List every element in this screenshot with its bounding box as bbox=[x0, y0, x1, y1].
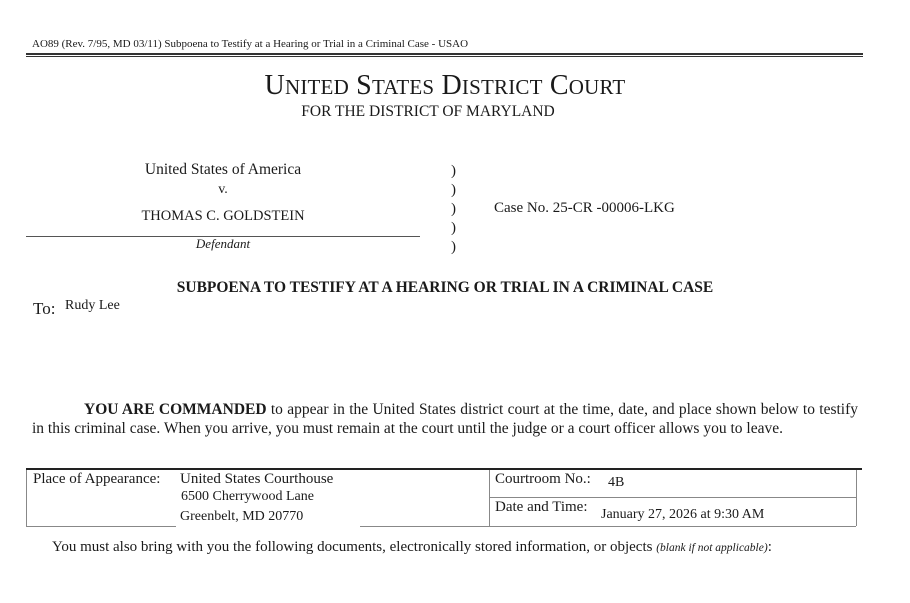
form-identifier: AO89 (Rev. 7/95, MD 03/11) Subpoena to Testify at a Hearing or Trial in a Criminal Case - USAO bbox=[32, 38, 469, 50]
caption-paren: ) bbox=[451, 182, 456, 198]
versus-label: v. bbox=[218, 182, 228, 197]
datetime-value: January 27, 2026 at 9:30 AM bbox=[601, 507, 765, 522]
documents-colon: : bbox=[767, 539, 772, 555]
place-line1: United States Courthouse bbox=[180, 471, 334, 487]
table-divider bbox=[489, 470, 490, 526]
defendant-name: THOMAS C. GOLDSTEIN bbox=[141, 208, 305, 224]
table-bottom-rule-right bbox=[360, 526, 856, 527]
title-word: OURT bbox=[568, 75, 626, 99]
title-word: TATES bbox=[371, 75, 435, 99]
caption-paren: ) bbox=[451, 163, 456, 179]
documents-instruction bbox=[52, 539, 772, 556]
defendant-label: Defendant bbox=[195, 236, 251, 251]
command-bold: YOU ARE COMMANDED bbox=[84, 401, 267, 418]
case-number-label: Case No. bbox=[494, 200, 549, 216]
title-word: NITED bbox=[284, 75, 349, 99]
title-initial: D bbox=[441, 70, 462, 101]
recipient-name: Rudy Lee bbox=[65, 298, 120, 313]
case-number-value: 25-CR -00006-LKG bbox=[552, 200, 675, 216]
title-initial: U bbox=[264, 70, 285, 101]
command-text: to appear in the United States district court at the time, date, and place shown below to testify in this criminal case. When you arrive, you must remain at the court until the judge or a court officer allows you to leave. bbox=[32, 401, 859, 437]
table-left-border bbox=[26, 470, 27, 526]
table-mid-rule bbox=[489, 497, 856, 498]
court-title bbox=[0, 70, 890, 102]
table-top-rule bbox=[26, 468, 862, 470]
datetime-label: Date and Time: bbox=[495, 499, 588, 515]
to-label: To: bbox=[33, 299, 56, 318]
plaintiff-name: United States of America bbox=[144, 161, 302, 178]
place-line2: 6500 Cherrywood Lane bbox=[181, 489, 314, 504]
documents-note: (blank if not applicable) bbox=[656, 542, 768, 554]
case-number bbox=[494, 200, 675, 217]
caption-paren: ) bbox=[451, 239, 456, 255]
subpoena-title: SUBPOENA TO TESTIFY AT A HEARING OR TRIAL IN A CRIMINAL CASE bbox=[176, 279, 714, 296]
caption-paren: ) bbox=[451, 201, 456, 217]
table-right-border bbox=[856, 470, 857, 526]
courtroom-label: Courtroom No.: bbox=[495, 471, 591, 487]
district-name: FOR THE DISTRICT OF MARYLAND bbox=[301, 103, 555, 120]
title-initial: S bbox=[356, 70, 372, 101]
place-label: Place of Appearance: bbox=[33, 471, 161, 487]
title-initial: C bbox=[549, 70, 569, 101]
header-double-rule bbox=[26, 53, 863, 57]
command-paragraph bbox=[32, 401, 858, 438]
caption-paren: ) bbox=[451, 220, 456, 236]
courtroom-value: 4B bbox=[608, 475, 625, 490]
table-bottom-rule-left bbox=[26, 526, 176, 527]
title-word: ISTRICT bbox=[461, 75, 543, 99]
documents-text: You must also bring with you the following documents, electronically stored information, or objects bbox=[52, 539, 657, 555]
place-line3: Greenbelt, MD 20770 bbox=[180, 509, 304, 524]
